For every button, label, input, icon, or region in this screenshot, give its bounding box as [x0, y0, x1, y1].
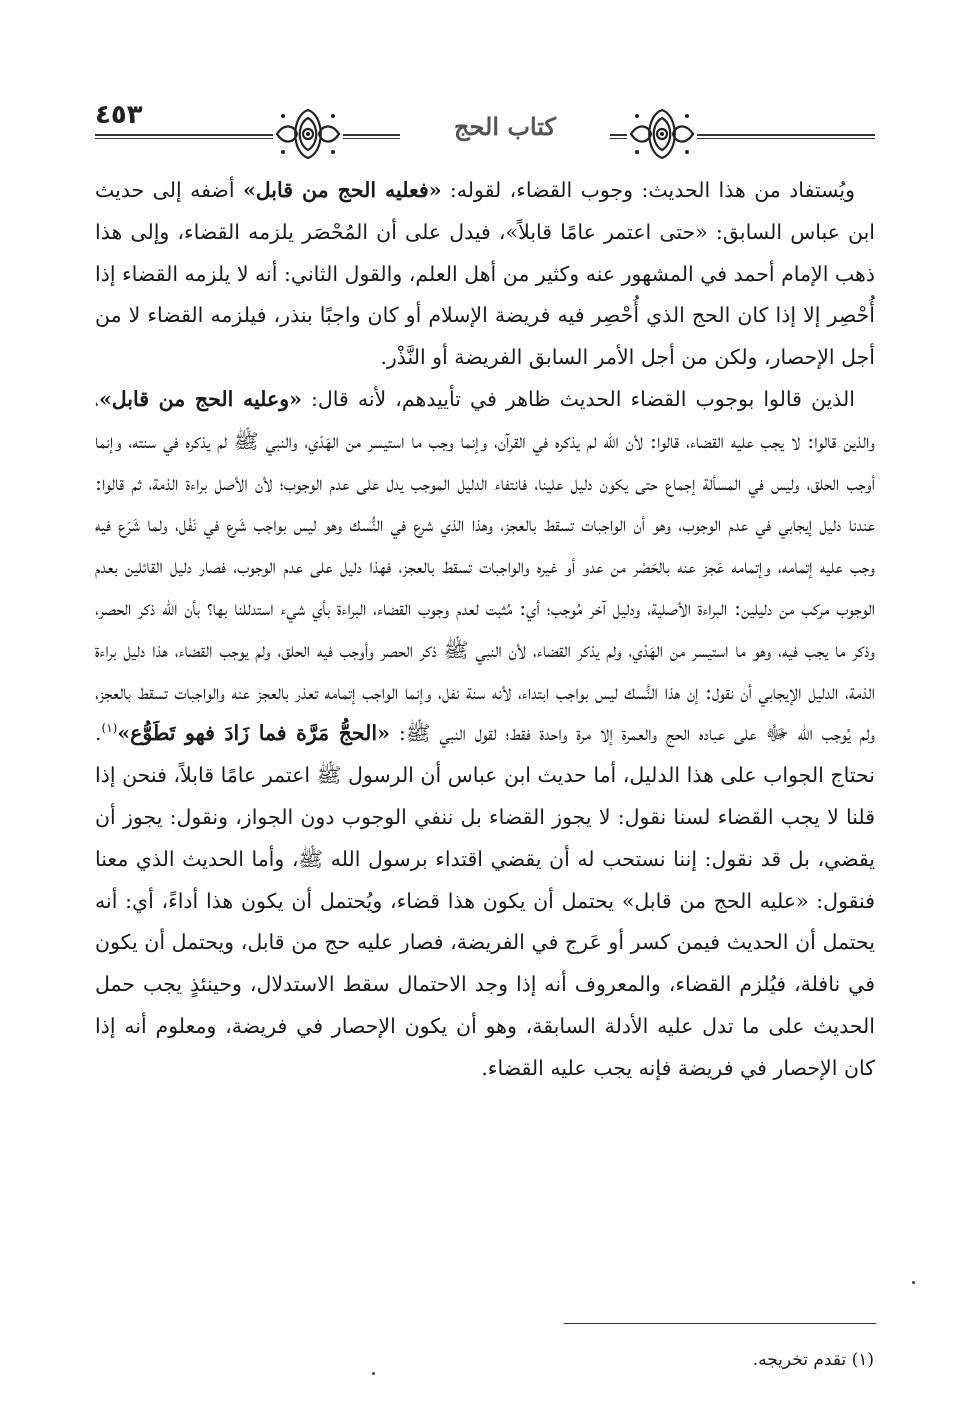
p2-text-a: الذين قالوا بوجوب القضاء الحديث ظاهر في تأييدهم، لأنه قال: — [301, 386, 855, 411]
paragraph-2 — [95, 379, 875, 1090]
ornament-left-icon — [273, 106, 343, 162]
ornament-right-icon — [627, 106, 697, 162]
main-text — [95, 170, 875, 1090]
paragraph-1 — [95, 170, 875, 379]
p2-text-c: . نحتاج الجواب على هذا الدليل، أما حديث ابن عباس أن الرسول ﷺ اعتمر عامًا قابلاً، فنحن إذا قلنا لا يجب القضاء لسنا نقول: لا يجوز القضاء بل ننفي الوجوب دون الجواز، ونقول: يجوز أن يقضي، بل قد نقول: إننا نستحب له أن يقضي اقتداء برسول الله ﷺ، وأما الحديث الذي معنا فنقول: «عليه الحج من قابل» يحتمل أن يكون هذا قضاء، ويُحتمل أن يكون هذا أداءً، أي: أنه يحتمل أن الحديث فيمن كسر أو عَرج في الفريضة، فصار عليه حج من قابل، ويحتمل أن يكون في نافلة، فيُلزم القضاء، والمعروف أنه إذا وجد الاحتمال سقط الاستدلال، وحينئذٍ يجب حمل الحديث على ما تدل عليه الأدلة السابقة، وهو أن يكون الإحصار في فريضة، ومعلوم أنه إذا كان الإحصار في فريضة فإنه يجب عليه القضاء. — [95, 721, 875, 1080]
p1-text-a: ويُستفاد من هذا الحديث: وجوب القضاء، لقوله: — [441, 178, 855, 202]
stray-mark — [912, 1281, 915, 1284]
footnote: (١) تقدم تخريجه. — [752, 1350, 874, 1370]
book-title: كتاب الحج — [400, 112, 610, 142]
p2-hadith-quote: «وعليه الحج من قابل» — [98, 386, 302, 411]
footnote-separator — [564, 1323, 876, 1324]
footnote-reference: (١) — [101, 721, 118, 736]
page-number: ٤٥٣ — [95, 100, 143, 130]
p1-hadith-quote: «فعليه الحج من قابل» — [242, 178, 442, 202]
stray-mark — [372, 1372, 375, 1375]
p2-hadith-quote-2: «الحجُّ مَرَّة فما زَادَ فهو تَطَوُّع» — [117, 721, 390, 746]
p1-text-b: أضفه إلى حديث ابن عباس السابق: «حتى اعتمر عامًا قابلاً»، فيدل على أن المُحْصَر يلزمه القضاء، وإلى هذا ذهب الإمام أحمد في المشهور عنه وكثير من أهل العلم، والقول الثاني: أنه لا يلزمه القضاء إذا أُحْصِر إلا إذا كان الحج الذي أُحْصِر فيه فريضة الإسلام أو كان واجبًا بنذر، فيلزمه القضاء لا من أجل الإحصار، ولكن من أجل الأمر السابق الفريضة أو النَّذْر. — [95, 178, 875, 370]
p2-text-b: ، والذين قالوا: لا يجب عليه القضاء، قالوا: لأن الله لم يذكره في القرآن، وإنما وجب ما استيسر من الهَدْي، والنبي ﷺ لم يذكره في سنته، وإنما أوجب الحلق، وليس في المسألة إجماع حتى يكون دليل علينا، فانتفاء الدليل الموجب يدل على عدم الوجوب؛ لأن الأصل براءة الذمة، ثم قالوا: عندنا دليل إيجابي في عدم الوجوب، وهو أن الواجبات تسقط بالعجز، وهذا الذي شرع في النُّسك وهو ليس بواجب شَرع في نَفْل، ولما شَرَع فيه وجب عليه إتمامه، وإتمامه عَجز عنه بالحَصْر من عدو أو غيره والواجبات تسقط بالعجز، فهذا دليل على عدم الوجوب، فصار دليل القائلين بعدم الوجوب مركب من دليلين: البراءة الأصلية، ودليل آخر مُوجب؛ أي: مُثبت لعدم وجوب القضاء، البراءة بأي شيء استدللنا بها؟ بأن الله ذكر الحصر، وذكر ما يجب فيه، وهو ما استيسر من الهَدْي، ولم يذكر القضاء، لأن النبي ﷺ ذكر الحصر وأوجب فيه الحلق، ولم يوجب القضاء، هذا دليل براءة الذمة، الدليل الإيجابي أن نقول: إن هذا النُّسك ليس بواجب ابتداء، لأنه سنة نفل، وإنما الواجب إتمامه تعذر بالعجز عنه والواجبات تسقط بالعجز، ولم يُوجب الله ﷻ على عباده الحج والعمرة إلا مرة واحدة فقط؛ لقول النبي ﷺ: — [95, 386, 875, 746]
page-header — [95, 100, 875, 160]
